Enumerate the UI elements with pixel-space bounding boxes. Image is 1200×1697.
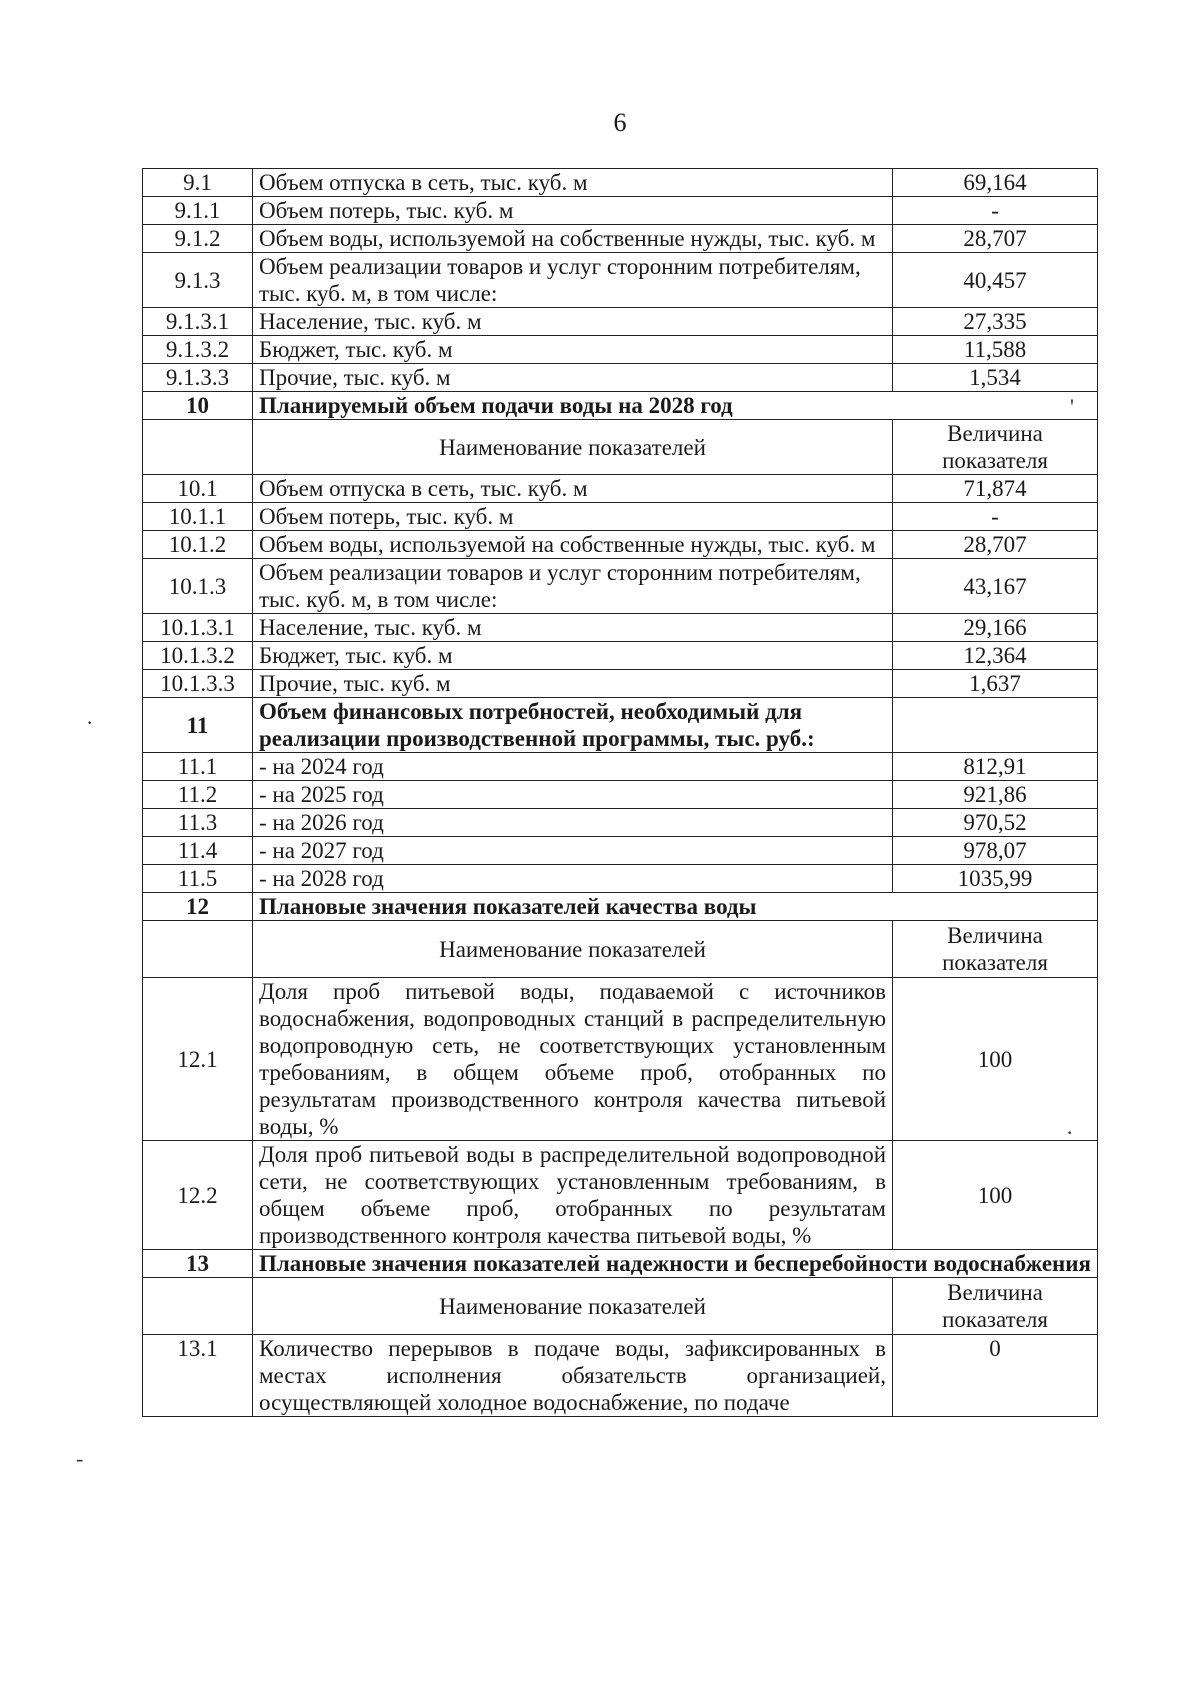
section-number: 10 <box>143 392 253 420</box>
scan-speck: · <box>1066 1120 1074 1145</box>
row-value: 812,91 <box>893 753 1098 781</box>
row-number: 9.1.3.1 <box>143 308 253 336</box>
row-value: 100 <box>893 978 1098 1141</box>
indicators-table <box>142 168 1098 1417</box>
row-name: Объем отпуска в сеть, тыс. куб. м <box>253 169 893 197</box>
row-value: 1,637 <box>893 670 1098 698</box>
row-value: 43,167 <box>893 559 1098 614</box>
row-name: Прочие, тыс. куб. м <box>253 670 893 698</box>
row-value: 1,534 <box>893 364 1098 392</box>
row-name: - на 2027 год <box>253 837 893 865</box>
table-row <box>143 225 1098 253</box>
table-row <box>143 753 1098 781</box>
section-number: 11 <box>143 698 253 753</box>
row-number: 11.1 <box>143 753 253 781</box>
table-row <box>143 531 1098 559</box>
table-row <box>143 253 1098 308</box>
scan-speck: - <box>76 1446 84 1471</box>
row-value: - <box>893 197 1098 225</box>
row-number: 11.2 <box>143 781 253 809</box>
row-name: Объем воды, используемой на собственные нужды, тыс. куб. м <box>253 531 893 559</box>
row-name: Объем отпуска в сеть, тыс. куб. м <box>253 475 893 503</box>
column-header-value: Величина показателя <box>893 921 1098 978</box>
row-value: 11,588 <box>893 336 1098 364</box>
section-row <box>143 392 1098 420</box>
row-value: 0 <box>893 1335 1098 1417</box>
table-row <box>143 503 1098 531</box>
row-number: 9.1.1 <box>143 197 253 225</box>
row-name: Доля проб питьевой воды, подаваемой с источников водоснабжения, водопроводных станций в распределительную водопроводную сеть, не соответствующих установленным требованиям, в общем объеме проб, отобранных по результатам производственного контроля качества питьевой воды, % <box>253 978 893 1141</box>
row-name: Доля проб питьевой воды в распределительной водопроводной сети, не соответствующих установленным требованиям, в общем объеме проб, отобранных по результатам производственного контроля качества питьевой воды, % <box>253 1141 893 1250</box>
row-number: 11.3 <box>143 809 253 837</box>
section-number: 12 <box>143 893 253 921</box>
section-row <box>143 1250 1098 1278</box>
table-row <box>143 475 1098 503</box>
row-value: 40,457 <box>893 253 1098 308</box>
column-header-row <box>143 921 1098 978</box>
row-number: 10.1 <box>143 475 253 503</box>
table-row <box>143 559 1098 614</box>
row-value: 12,364 <box>893 642 1098 670</box>
row-value: 29,166 <box>893 614 1098 642</box>
section-row <box>143 698 1098 753</box>
column-header-row <box>143 1278 1098 1335</box>
table-row <box>143 1335 1098 1417</box>
table-row <box>143 670 1098 698</box>
row-name: Прочие, тыс. куб. м <box>253 364 893 392</box>
scan-speck: · <box>86 710 94 735</box>
row-name: Объем потерь, тыс. куб. м <box>253 503 893 531</box>
row-number: 12.2 <box>143 1141 253 1250</box>
row-number: 9.1 <box>143 169 253 197</box>
row-number: 10.1.2 <box>143 531 253 559</box>
row-number: 9.1.3 <box>143 253 253 308</box>
row-value: 978,07 <box>893 837 1098 865</box>
section-row <box>143 893 1098 921</box>
section-title: Плановые значения показателей надежности и бесперебойности водоснабжения <box>253 1250 1098 1278</box>
column-header-value: Величина показателя <box>893 1278 1098 1335</box>
row-number: 10.1.3.3 <box>143 670 253 698</box>
table-row <box>143 978 1098 1141</box>
row-value: 1035,99 <box>893 865 1098 893</box>
section-title: Планируемый объем подачи воды на 2028 год <box>253 392 1098 420</box>
row-name: Объем реализации товаров и услуг сторонним потребителям, тыс. куб. м, в том числе: <box>253 559 893 614</box>
row-value: 28,707 <box>893 531 1098 559</box>
row-name: Объем реализации товаров и услуг сторонним потребителям, тыс. куб. м, в том числе: <box>253 253 893 308</box>
table-row <box>143 614 1098 642</box>
column-header-value: Величина показателя <box>893 420 1098 475</box>
row-value: 27,335 <box>893 308 1098 336</box>
table-row <box>143 865 1098 893</box>
row-number: 11.4 <box>143 837 253 865</box>
row-value: 28,707 <box>893 225 1098 253</box>
row-number: 10.1.3 <box>143 559 253 614</box>
table-row <box>143 308 1098 336</box>
scan-speck: ' <box>1070 394 1074 419</box>
row-value: 71,874 <box>893 475 1098 503</box>
row-name: Объем потерь, тыс. куб. м <box>253 197 893 225</box>
row-number: 10.1.1 <box>143 503 253 531</box>
row-value: 69,164 <box>893 169 1098 197</box>
table-row <box>143 809 1098 837</box>
row-name: Население, тыс. куб. м <box>253 614 893 642</box>
table-row <box>143 364 1098 392</box>
row-number: 9.1.2 <box>143 225 253 253</box>
row-number: 10.1.3.2 <box>143 642 253 670</box>
table-row <box>143 837 1098 865</box>
row-number: 13.1 <box>143 1335 253 1417</box>
row-number: 9.1.3.2 <box>143 336 253 364</box>
row-name: - на 2024 год <box>253 753 893 781</box>
row-name: - на 2026 год <box>253 809 893 837</box>
section-title: Объем финансовых потребностей, необходимый для реализации производственной программы, тыс. руб.: <box>253 698 893 753</box>
row-value: 921,86 <box>893 781 1098 809</box>
row-name: Количество перерывов в подаче воды, зафиксированных в местах исполнения обязательств организацией, осуществляющей холодное водоснабжение, по подаче <box>253 1335 893 1417</box>
row-name: Объем воды, используемой на собственные нужды, тыс. куб. м <box>253 225 893 253</box>
column-header-name: Наименование показателей <box>253 1278 893 1335</box>
column-header-row <box>143 420 1098 475</box>
column-header-name: Наименование показателей <box>253 921 893 978</box>
table-row <box>143 642 1098 670</box>
table-row <box>143 336 1098 364</box>
row-number: 9.1.3.3 <box>143 364 253 392</box>
section-title: Плановые значения показателей качества воды <box>253 893 1098 921</box>
row-value: - <box>893 503 1098 531</box>
row-number: 12.1 <box>143 978 253 1141</box>
row-value: 100 <box>893 1141 1098 1250</box>
table-row <box>143 1141 1098 1250</box>
row-name: Бюджет, тыс. куб. м <box>253 642 893 670</box>
row-value: 970,52 <box>893 809 1098 837</box>
page-number: 6 <box>613 108 627 137</box>
table-row <box>143 781 1098 809</box>
row-name: Бюджет, тыс. куб. м <box>253 336 893 364</box>
row-name: - на 2028 год <box>253 865 893 893</box>
row-name: - на 2025 год <box>253 781 893 809</box>
table-row <box>143 169 1098 197</box>
row-number: 11.5 <box>143 865 253 893</box>
table-row <box>143 197 1098 225</box>
column-header-name: Наименование показателей <box>253 420 893 475</box>
row-name: Население, тыс. куб. м <box>253 308 893 336</box>
section-number: 13 <box>143 1250 253 1278</box>
row-number: 10.1.3.1 <box>143 614 253 642</box>
